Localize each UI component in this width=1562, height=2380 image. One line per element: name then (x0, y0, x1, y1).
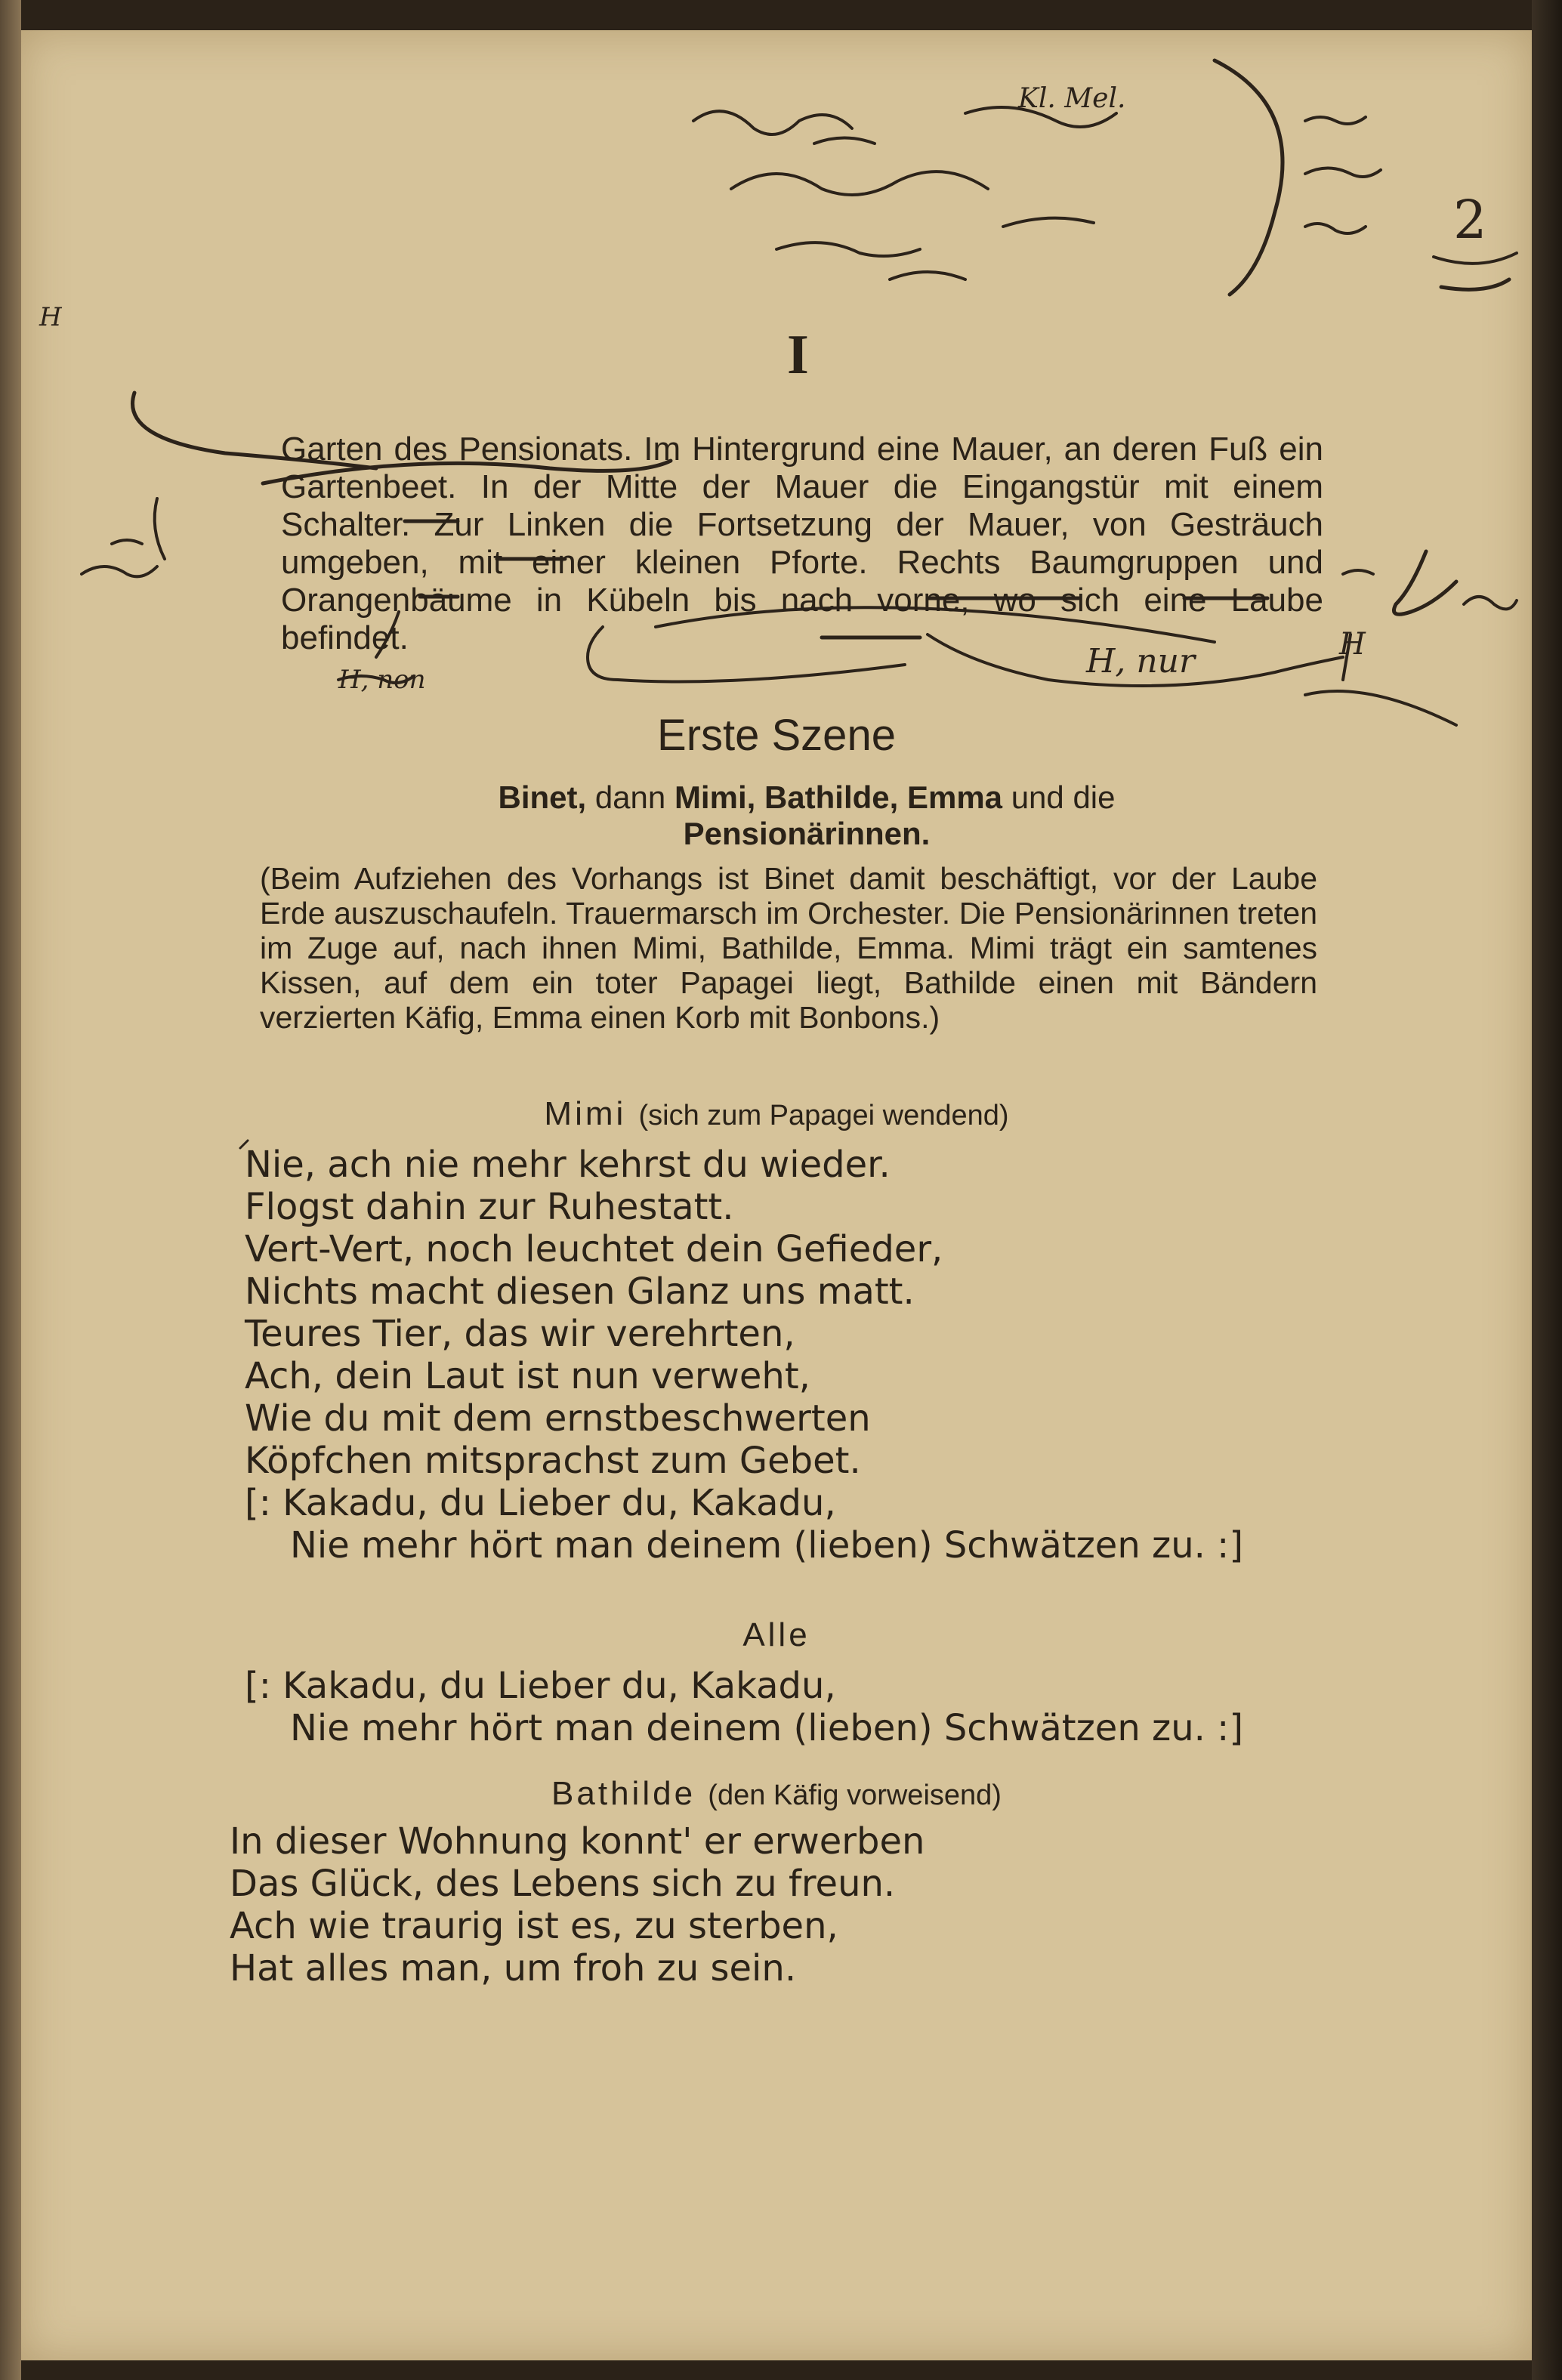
verse-line: Teures Tier, das wir verehrten, (245, 1313, 795, 1355)
speaker-heading (21, 1775, 1532, 1813)
handwritten-page-number: 2 (1453, 189, 1487, 251)
verse-line: Köpfchen mitsprachst zum Gebet. (245, 1440, 861, 1482)
handwritten-note: Kl. Mel. (1018, 83, 1126, 114)
verse-line: Das Glück, des Lebens sich zu freun. (230, 1863, 896, 1905)
verse-line: [: Kakadu, du Lieber du, Kakadu, (245, 1482, 836, 1524)
handwritten-margin-note: H, nur (1086, 642, 1196, 681)
verse-block (245, 1144, 1243, 1567)
verse-block (245, 1665, 1243, 1749)
speaker-heading (21, 1616, 1532, 1654)
handwritten-margin-note: H (39, 302, 62, 332)
persons-names: Mimi, Bathilde, Emma (674, 779, 1003, 815)
scene-intro: (Beim Aufziehen des Vorhangs ist Binet damit beschäftigt, vor der Laube Erde auszuschaufeln. Trauermarsch im Orchester. Die Pensionärinnen treten im Zuge auf, nach ihnen Mimi, Bathilde, Emma. Mimi trägt ein samtenes Kissen, auf dem ein toter Papagei liegt, Bathilde einen mit Bändern verzierten Käfig, Emma einen Korb mit Bonbons.) (260, 861, 1317, 1035)
scene-title: Erste Szene (657, 711, 896, 760)
verse-line: Nichts macht diesen Glanz uns matt. (245, 1270, 915, 1313)
verse-line: Nie mehr hört man deinem (lieben) Schwätzen zu. :] (290, 1524, 1244, 1567)
verse-line: Ach, dein Laut ist nun verweht, (245, 1355, 810, 1397)
book-page (21, 30, 1532, 2360)
verse-line: Ach wie traurig ist es, zu sterben, (230, 1905, 838, 1947)
verse-line: Wie du mit dem ernstbeschwerten (245, 1397, 871, 1440)
verse-line: In dieser Wohnung konnt' er erwerben (230, 1820, 925, 1863)
persons-last: Pensionärinnen. (683, 816, 931, 851)
persons-connector: dann (594, 779, 666, 815)
verse-line: Flogst dahin zur Ruhestatt. (245, 1186, 734, 1228)
verse-line: [: Kakadu, du Lieber du, Kakadu, (245, 1665, 836, 1707)
scene-persons (391, 779, 1222, 852)
verse-line: Hat alles man, um froh zu sein. (230, 1947, 797, 1990)
speaker-direction: (den Käfig vorweisend) (708, 1780, 1002, 1811)
book-spine (0, 0, 21, 2380)
page-edge (1532, 0, 1562, 2380)
handwritten-margin-note: H (1339, 627, 1366, 662)
verse-block (230, 1820, 925, 1990)
stage-direction: Garten des Pensionats. Im Hintergrund eine Mauer, an deren Fuß ein Gartenbeet. In der Mitte der Mauer die Eingangstür mit einem Schalter. Zur Linken die Fortsetzung der Mauer, von Gesträuch umgeben, mit einer kleinen Pforte. Rechts Baumgruppen und Orangenbäume in Kübeln bis nach vorne, wo sich eine Laube befindet. (281, 431, 1323, 656)
persons-first: Binet, (498, 779, 587, 815)
persons-connector: und die (1011, 779, 1116, 815)
speaker-name: Bathilde (551, 1775, 696, 1812)
verse-line: Vert-Vert, noch leuchtet dein Gefieder, (245, 1228, 943, 1270)
verse-line: Nie, ach nie mehr kehrst du wieder. (245, 1144, 891, 1186)
handwritten-margin-note: H, non (338, 665, 426, 695)
speaker-heading (21, 1095, 1532, 1133)
speaker-direction: (sich zum Papagei wendend) (638, 1100, 1009, 1131)
verse-line: Nie mehr hört man deinem (lieben) Schwätzen zu. :] (290, 1707, 1244, 1749)
act-numeral: I (787, 324, 809, 386)
speaker-name: Mimi (544, 1095, 627, 1132)
speaker-name: Alle (742, 1616, 810, 1653)
